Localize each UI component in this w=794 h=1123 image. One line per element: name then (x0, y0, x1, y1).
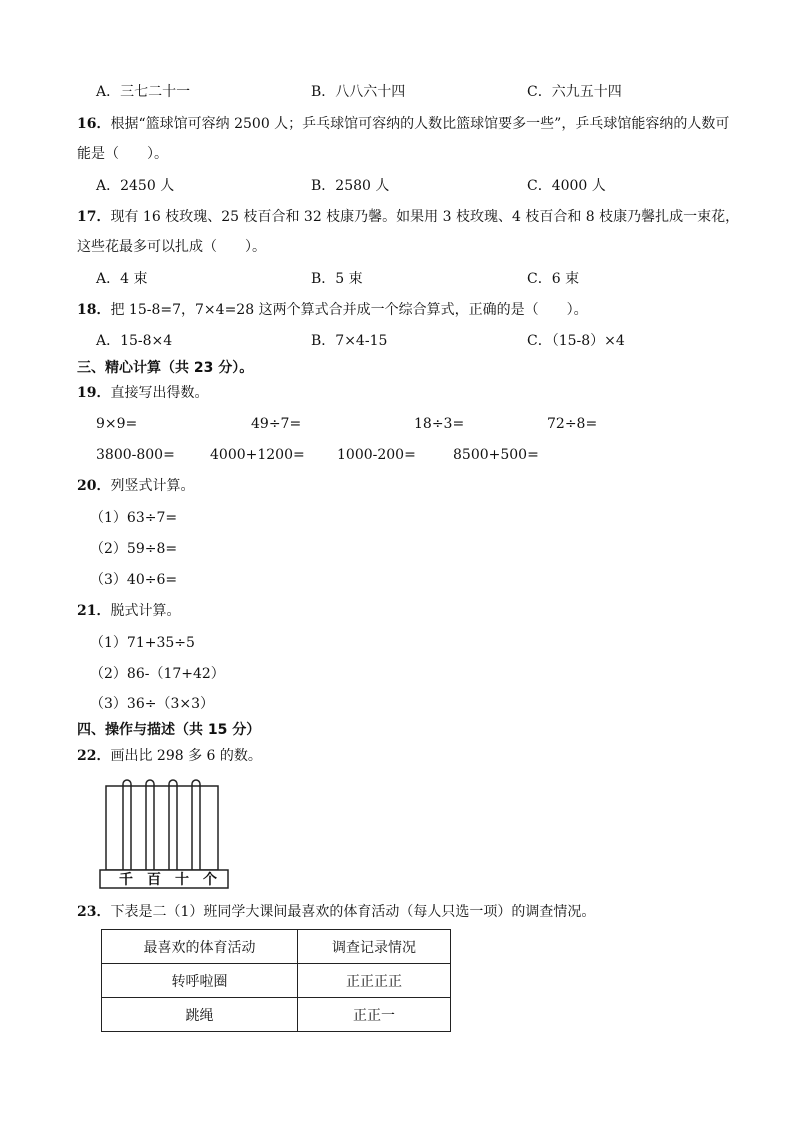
survey-table (101, 929, 451, 1032)
q19-number: 19． (77, 385, 111, 401)
q17-text-line2: 这些花最多可以扎成（ ）。 (77, 239, 266, 255)
abacus-label-tens: 十 (175, 872, 189, 888)
q18-text: 把 15-8=7，7×4=28 这两个算式合并成一个综合算式，正确的是（ ）。 (110, 302, 588, 318)
q22-number: 22． (77, 748, 111, 764)
q20-item-2: （2）59÷8= (90, 541, 178, 557)
table-header-activity: 最喜欢的体育活动 (102, 930, 298, 964)
q17-text-line1: 现有 16 枝玫瑰、25 枝百合和 32 枝康乃馨。如果用 3 枝玫瑰、4 枝百合和 8 枝康乃馨扎成一束花， (110, 209, 740, 225)
q16-option-a: A．2450 人 (96, 178, 175, 194)
q23-number: 23． (77, 904, 111, 920)
table-header-record: 调查记录情况 (298, 930, 451, 964)
abacus-rod-ones-hook (192, 780, 200, 870)
q16-number: 16． (77, 116, 111, 132)
abacus-label-ones: 个 (203, 872, 217, 888)
q19-expr-8: 8500+500= (453, 447, 539, 463)
abacus-label-hundreds: 百 (147, 872, 161, 888)
table-header-row (102, 930, 451, 964)
q15-option-a: A．三七二十一 (96, 84, 191, 100)
q18-option-c: C．（15-8）×4 (527, 333, 625, 349)
table-cell-activity: 跳绳 (102, 998, 298, 1032)
q17-number: 17． (77, 209, 111, 225)
table-row (102, 964, 451, 998)
table-row (102, 998, 451, 1032)
q21-text: 脱式计算。 (110, 603, 181, 619)
q21-item-2: （2）86-（17+42） (90, 666, 225, 682)
q20-item-3: （3）40÷6= (90, 572, 178, 588)
q16-text-line2: 能是（ ）。 (77, 146, 168, 162)
q20-number: 20． (77, 478, 111, 494)
q17-option-b: B．5 束 (311, 271, 363, 287)
section4-title: 四、操作与描述（共 15 分） (77, 722, 261, 738)
q21-question (77, 601, 180, 621)
q20-question (77, 476, 194, 496)
q19-text: 直接写出得数。 (110, 385, 209, 401)
q17-option-a: A．4 束 (96, 271, 148, 287)
q16-question-line1 (77, 114, 729, 134)
abacus-label-thousands: 千 (119, 872, 133, 888)
q18-option-a: A．15-8×4 (96, 333, 173, 349)
section3-title: 三、精心计算（共 23 分）。 (77, 360, 254, 376)
q23-text: 下表是二（1）班同学大课间最喜欢的体育活动（每人只选一项）的调查情况。 (110, 904, 596, 920)
q19-expr-3: 18÷3= (414, 416, 465, 432)
q20-text: 列竖式计算。 (110, 478, 195, 494)
table-cell-record: 正正正正 (298, 964, 451, 998)
q17-option-c: C．6 束 (527, 271, 580, 287)
q16-option-c: C．4000 人 (527, 178, 606, 194)
q19-expr-1: 9×9= (96, 416, 138, 432)
q15-option-c: C．六九五十四 (527, 84, 622, 100)
abacus-labels (112, 871, 224, 889)
q20-item-1: （1）63÷7= (90, 510, 178, 526)
abacus-rod-tens-hook (169, 780, 177, 870)
q18-number: 18． (77, 302, 111, 318)
q19-expr-5: 3800-800= (96, 447, 175, 463)
q17-question-line1 (77, 207, 739, 227)
q18-question (77, 300, 588, 320)
q21-item-1: （1）71+35÷5 (90, 635, 195, 651)
abacus-diagram (96, 776, 236, 896)
q23-question (77, 902, 595, 922)
q21-number: 21． (77, 603, 111, 619)
q19-expr-6: 4000+1200= (210, 447, 305, 463)
table-cell-record: 正正一 (298, 998, 451, 1032)
q15-option-b: B．八八六十四 (311, 84, 406, 100)
q18-option-b: B．7×4-15 (311, 333, 388, 349)
q19-expr-7: 1000-200= (337, 447, 416, 463)
q16-option-b: B．2580 人 (311, 178, 390, 194)
q21-item-3: （3）36÷（3×3） (90, 696, 214, 712)
q19-question (77, 383, 208, 403)
q22-question (77, 746, 262, 766)
q19-expr-4: 72÷8= (547, 416, 598, 432)
abacus-rod-hundreds-hook (146, 780, 154, 870)
q16-text-line1: 根据“篮球馆可容纳 2500 人；乒乓球馆可容纳的人数比篮球馆要多一些”，乒乓球馆能容纳的人数可 (110, 116, 730, 132)
q22-text: 画出比 298 多 6 的数。 (110, 748, 262, 764)
q19-expr-2: 49÷7= (251, 416, 302, 432)
table-cell-activity: 转呼啦圈 (102, 964, 298, 998)
abacus-rod-thousands-hook (123, 780, 131, 870)
